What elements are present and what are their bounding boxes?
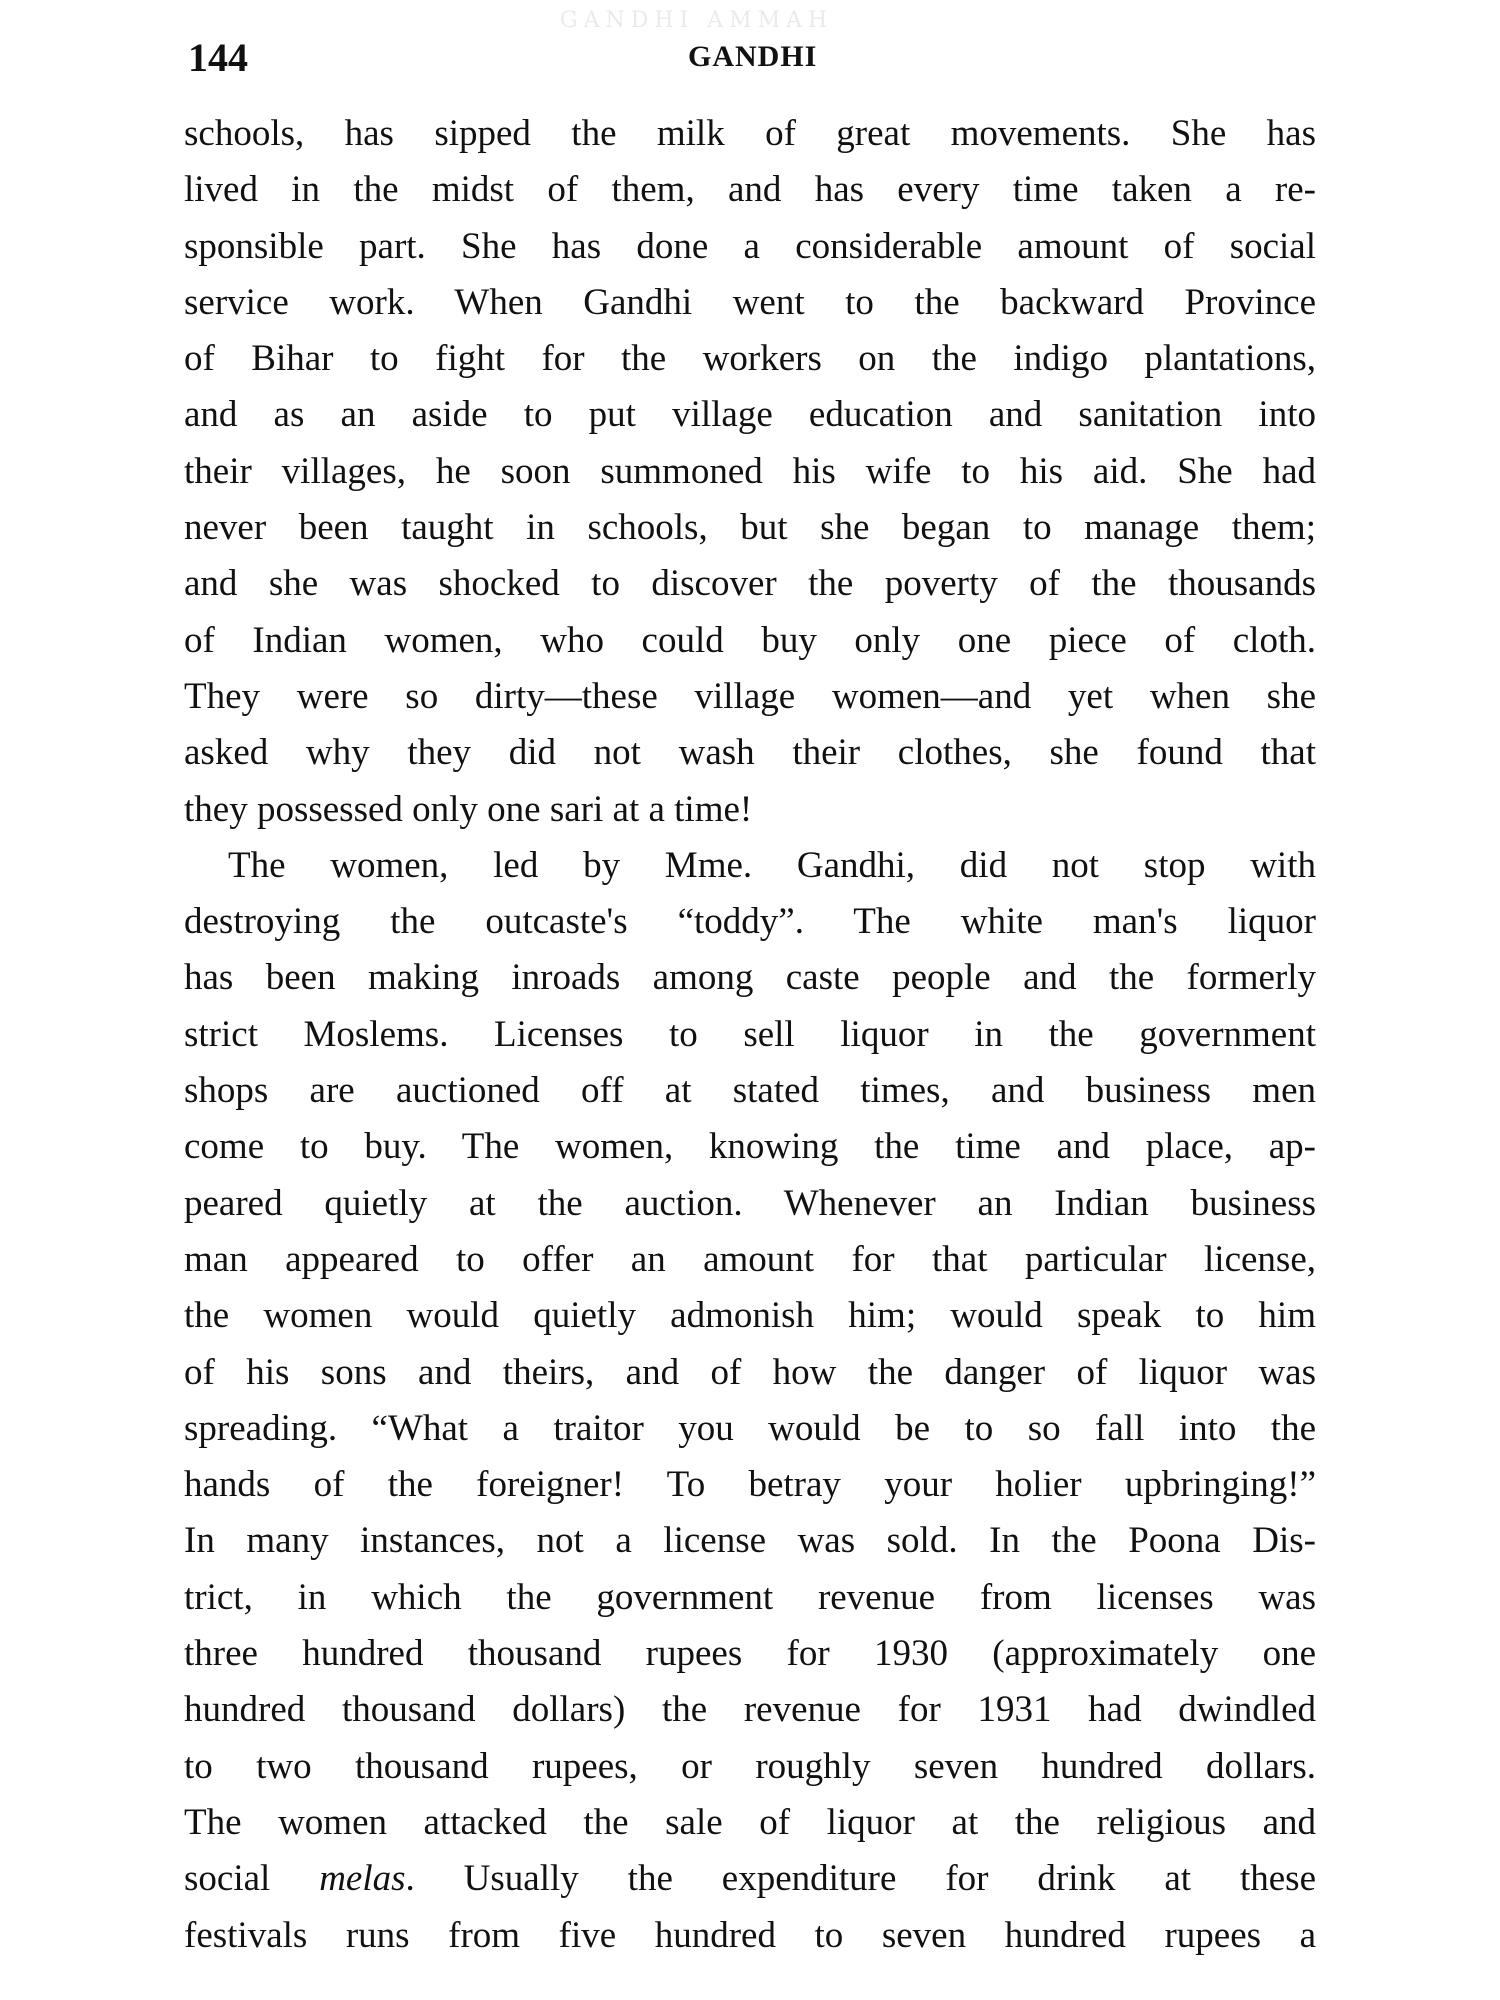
text-line: has been making inroads among caste people and the formerly: [184, 957, 1316, 999]
text-line: festivals runs from five hundred to seven hundred rupees a: [184, 1914, 1316, 1956]
text-line: come to buy. The women, knowing the time and place, ap-: [184, 1126, 1316, 1168]
text-line: of Indian women, who could buy only one piece of cloth.: [184, 619, 1316, 661]
paragraph-start-line: The women, led by Mme. Gandhi, did not stop with: [228, 844, 1316, 886]
text-line: man appeared to offer an amount for that particular license,: [184, 1238, 1316, 1280]
text-line: the women would quietly admonish him; would speak to him: [184, 1295, 1316, 1337]
text-line: service work. When Gandhi went to the backward Province: [184, 281, 1316, 323]
text-line: hundred thousand dollars) the revenue for 1931 had dwindled: [184, 1689, 1316, 1731]
line-31-before: social: [184, 1858, 320, 1900]
text-line: The women attacked the sale of liquor at the religious and: [184, 1801, 1316, 1843]
text-line: trict, in which the government revenue from licenses was: [184, 1576, 1316, 1618]
text-line: They were so dirty—these village women—and yet when she: [184, 675, 1316, 717]
text-line: asked why they did not wash their clothes, she found that: [184, 732, 1316, 774]
text-line: three hundred thousand rupees for 1930 (approximately one: [184, 1633, 1316, 1675]
text-line: never been taught in schools, but she began to manage them;: [184, 507, 1316, 549]
page-number: 144: [188, 35, 248, 80]
text-line: and she was shocked to discover the poverty of the thousands: [184, 563, 1316, 605]
page-header: [188, 34, 1318, 84]
text-line: destroying the outcaste's “toddy”. The white man's liquor: [184, 901, 1316, 943]
text-line: of Bihar to fight for the workers on the indigo plantations,: [184, 338, 1316, 380]
line-31-after: . Usually the expenditure for drink at these: [405, 1858, 1316, 1900]
text-line: sponsible part. She has done a considerable amount of social: [184, 225, 1316, 267]
text-line: of his sons and theirs, and of how the danger of liquor was: [184, 1351, 1316, 1393]
running-head: GANDHI: [688, 40, 818, 73]
text-line: their villages, he soon summoned his wife to his aid. She had: [184, 450, 1316, 492]
text-line: In many instances, not a license was sold. In the Poona Dis-: [184, 1520, 1316, 1562]
text-line: strict Moslems. Licenses to sell liquor in the government: [184, 1013, 1316, 1055]
italic-term: melas: [319, 1858, 406, 1900]
text-line: hands of the foreigner! To betray your holier upbringing!”: [184, 1464, 1316, 1506]
paragraph-end-line: they possessed only one sari at a time!: [184, 788, 753, 830]
text-line: lived in the midst of them, and has every time taken a re-: [184, 169, 1316, 211]
body-text: [184, 106, 1316, 1964]
text-line: peared quietly at the auction. Whenever an Indian business: [184, 1182, 1316, 1224]
text-line: and as an aside to put village education and sanitation into: [184, 394, 1316, 436]
text-line: spreading. “What a traitor you would be to so fall into the: [184, 1407, 1316, 1449]
text-line: schools, has sipped the milk of great movements. She has: [184, 113, 1316, 154]
bleed-through-text: GANDHI AMMAH: [560, 8, 834, 33]
text-line-with-italic: [184, 1851, 1316, 1907]
text-line: shops are auctioned off at stated times, and business men: [184, 1070, 1316, 1112]
text-line: to two thousand rupees, or roughly seven hundred dollars.: [184, 1745, 1316, 1787]
